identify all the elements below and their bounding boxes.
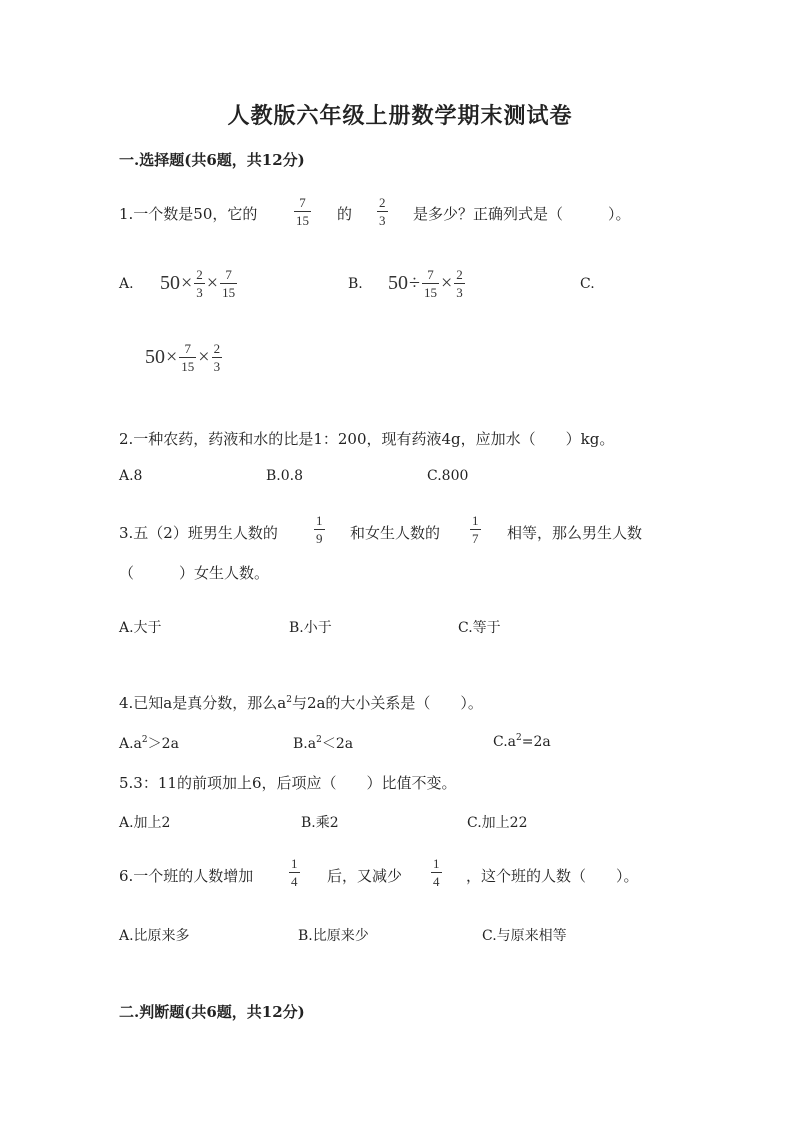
q1-option-c-label[interactable]: C. [580, 276, 595, 292]
q3-option-a[interactable]: A.大于 [119, 620, 162, 636]
q2-text: 2.一种农药，药液和水的比是1：200，现有药液4g，应加水（ ）kg。 [119, 430, 615, 448]
q2-option-b[interactable]: B.0.8 [266, 468, 304, 484]
q3-option-c[interactable]: C.等于 [458, 620, 501, 636]
q3-text-middle: 和女生人数的 [350, 524, 441, 542]
q6-option-a[interactable]: A.比原来多 [119, 928, 190, 944]
q5-option-b[interactable]: B.乘2 [301, 815, 339, 831]
q1-option-b-label[interactable]: B. [348, 276, 363, 292]
q1-fraction-1: $\frac{7}{15}$ [296, 195, 309, 228]
q2-option-a[interactable]: A.8 [119, 468, 143, 484]
q1-option-a-expression[interactable]: 50 × $\frac{2}{3}$ × $\frac{7}{15}$ [160, 267, 236, 300]
q4-option-b[interactable]: $B.a^2<2a$ [293, 735, 354, 752]
section-heading-choice: 一.选择题(共6题，共12分) [119, 151, 305, 169]
q1-option-a-label[interactable]: A. [119, 276, 134, 292]
q1-option-c-expression[interactable]: 50 × $\frac{7}{15}$ × $\frac{2}{3}$ [145, 341, 221, 374]
q1-option-b-expression[interactable]: 50 ÷ $\frac{7}{15}$ × $\frac{2}{3}$ [388, 267, 463, 300]
q6-option-c[interactable]: C.与原来相等 [482, 928, 567, 944]
q1-text-middle: 的 [337, 205, 353, 223]
q6-option-b[interactable]: B.比原来少 [298, 928, 369, 944]
q3-text-line2: （ ）女生人数。 [119, 564, 270, 582]
q3-option-b[interactable]: B.小于 [289, 620, 332, 636]
q5-option-c[interactable]: C.加上22 [467, 815, 528, 831]
q4-option-a[interactable]: $A.a^2>2a$ [119, 735, 179, 752]
q4-option-c[interactable]: $C.a^2=2a$ [493, 733, 551, 750]
q6-fraction-2: $\frac{1}{4}$ [433, 856, 440, 889]
page-title: 人教版六年级上册数学期末测试卷 [227, 103, 573, 129]
q5-option-a[interactable]: A.加上2 [119, 815, 171, 831]
q3-text-end: 相等，那么男生人数 [507, 524, 643, 542]
q6-text-middle: 后，又减少 [327, 867, 403, 885]
q3-fraction-2: $\frac{1}{7}$ [472, 513, 479, 546]
q6-text-end: ，这个班的人数（ ）。 [466, 867, 639, 885]
q1-text-start: 1.一个数是50，它的 [119, 205, 258, 223]
q5-text: 5.3：11的前项加上6，后项应（ ）比值不变。 [119, 774, 457, 792]
q3-fraction-1: $\frac{1}{9}$ [316, 513, 323, 546]
q4-text: 4.已知a是真分数，那么$a^2$与2a的大小关系是（ ）。 [119, 694, 483, 712]
q6-text-start: 6.一个班的人数增加 [119, 867, 254, 885]
q6-fraction-1: $\frac{1}{4}$ [291, 856, 298, 889]
section-heading-judgement: 二.判断题(共6题，共12分) [119, 1003, 305, 1021]
q2-option-c[interactable]: C.800 [427, 468, 469, 484]
q1-text-end: 是多少？正确列式是（ ）。 [413, 205, 631, 223]
q1-fraction-2: $\frac{2}{3}$ [379, 195, 386, 228]
q3-text-start: 3.五（2）班男生人数的 [119, 524, 278, 542]
